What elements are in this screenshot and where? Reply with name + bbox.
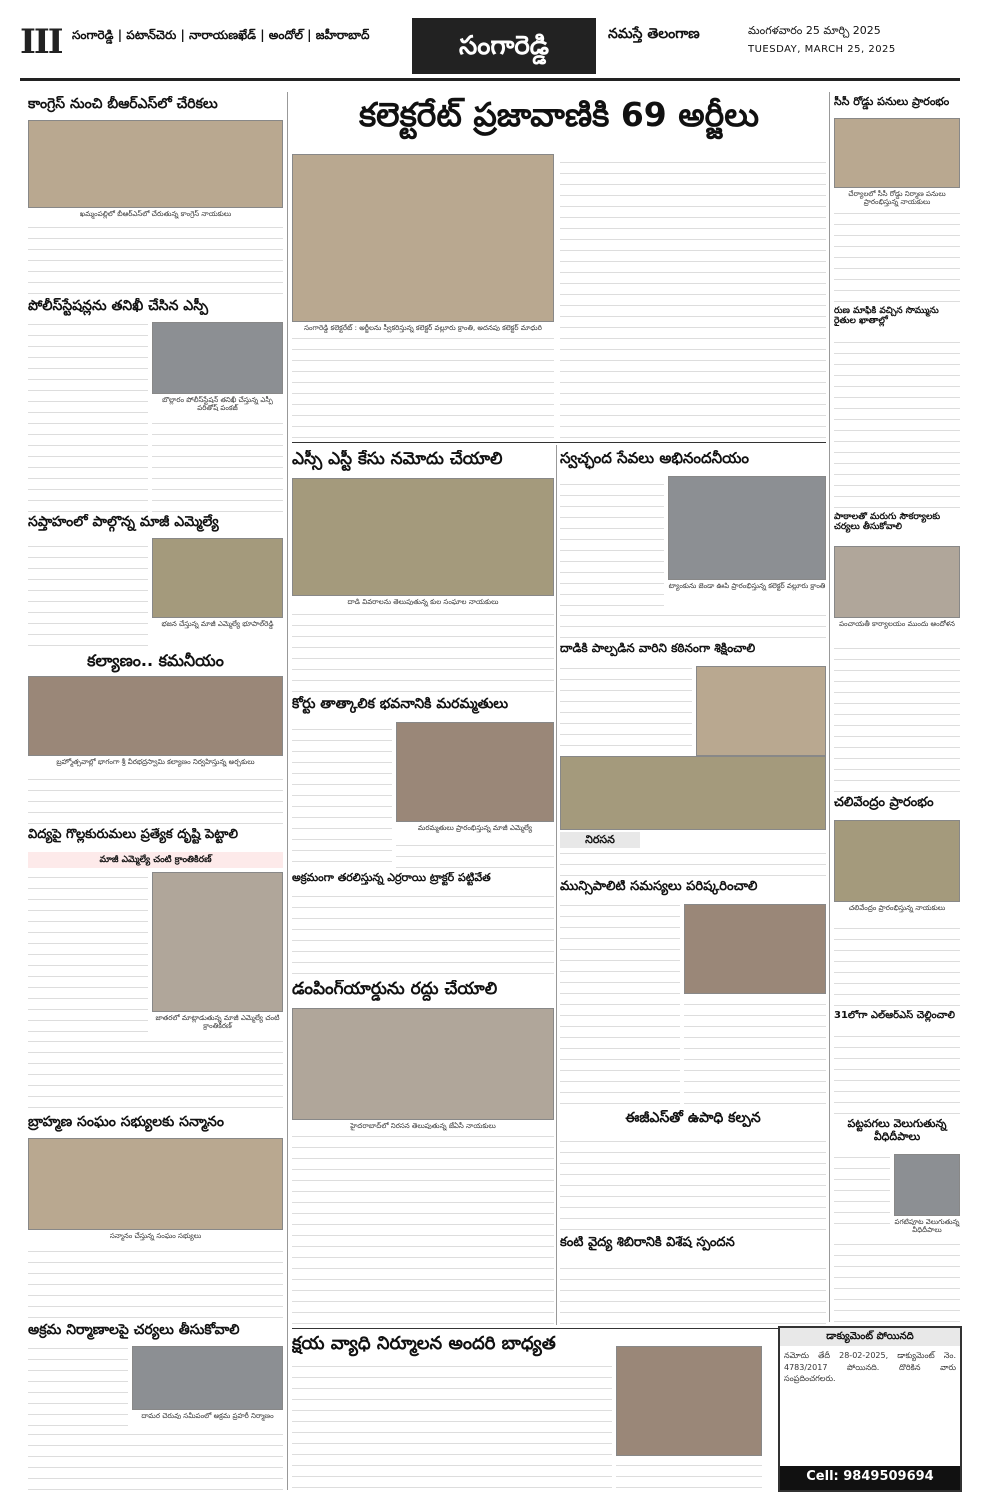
headline-tb: క్షయ వ్యాధి నిర్మూలన అందరి బాధ్యత — [292, 1334, 556, 1354]
column-divider — [556, 445, 557, 1325]
photo-bhajan — [152, 538, 283, 618]
headline-right-6: పట్టపగలు వెలుగుతున్న వీధిదీపాలు — [847, 1118, 947, 1143]
article-text — [560, 1260, 826, 1324]
headline-right-2: రుణ మాఫీకి వచ్చిన సొమ్మును రైతుల ఖాతాల్లో — [834, 306, 939, 327]
article-text — [834, 340, 960, 508]
headline-left-2: పోలీస్‌స్టేషన్లను తనిఖీ చేసిన ఎస్పీ — [28, 298, 209, 314]
ad-text: నమోదు తేదీ 28-02-2025, డాక్యుమెంట్ నెం. 4783/2017 పోయినది. దొరికిన వారు సంప్రదించగలరు. — [784, 1351, 956, 1384]
section-logo: సంగారెడ్డి — [412, 18, 596, 74]
headline-left-3: సప్తాహంలో పాల్గొన్న మాజీ ఎమ్మెల్యే — [28, 514, 219, 530]
caption-right-6: పగటిపూట వెలుగుతున్న వీధిదీపాలు — [894, 1218, 960, 1235]
photo-street-lights — [894, 1154, 960, 1216]
headline-right-1: సీసీ రోడ్డు పనులు ప్రారంభం — [834, 96, 950, 108]
article-text — [396, 838, 554, 868]
subhead-left-5: మాజీ ఎమ్మెల్యే చంటి క్రాంతికిరణ్ — [28, 852, 283, 868]
headline-left-4: కల్యాణం.. కమనీయం — [87, 652, 224, 670]
caption-sc-st: దాడి వివరాలను తెలుపుతున్న కుల సంఘాల నాయకులు — [347, 598, 499, 606]
headline-left-6: బ్రాహ్మణ సంఘం సభ్యులకు సన్మానం — [28, 1114, 224, 1130]
headline-egs: ఈజీఎస్‌తో ఉపాధి కల్పన — [625, 1110, 761, 1126]
section-rule — [292, 442, 826, 443]
caption-left-5: జాతరలో మాట్లాడుతున్న మాజీ ఎమ్మెల్యే చంటి క్రాంతికిరణ్ — [155, 1014, 280, 1031]
headline-voluntary: స్వచ్ఛంద సేవలు అభినందనీయం — [560, 450, 750, 467]
caption-court: మరమ్మతులు ప్రారంభిస్తున్న మాజీ ఎమ్మెల్యే — [417, 824, 533, 832]
headline-right-4: చలివేంద్రం ప్రారంభం — [834, 796, 934, 810]
article-text — [292, 1364, 612, 1488]
photo-lawyers — [696, 666, 826, 756]
article-text — [28, 1246, 283, 1318]
photo-illegal-wall — [132, 1346, 283, 1410]
article-text — [834, 1154, 890, 1224]
article-text — [560, 666, 692, 746]
date-telugu: మంగళవారం 25 మార్చి 2025 — [748, 24, 881, 37]
article-text — [834, 1032, 960, 1114]
caption-left-2: బొల్లారం పోలీస్‌స్టేషన్ తనిఖీ చేస్తున్న ఎస్పీ పరితోష్ పంకజ్ — [162, 396, 273, 413]
article-text — [834, 918, 960, 1006]
caption-right-1: చేర్యాలలో సీసీ రోడ్డు నిర్మాణ పనులు ప్రారంభిస్తున్న నాయకులు — [848, 190, 946, 207]
caption-right-4: చలివేంద్రం ప్రారంభిస్తున్న నాయకులు — [848, 904, 946, 912]
headline-municipality: మున్సిపాలిటీ సమస్యలు పరిష్కరించాలి — [560, 880, 758, 894]
headline-eye-camp: కంటి వైద్య శిబిరానికి విశేష స్పందన — [560, 1236, 735, 1250]
headline-left-5: విద్యపై గొల్లకురుమలు ప్రత్యేక దృష్టి పెట్టాలి — [28, 828, 239, 842]
headline-dumping: డంపింగ్‌యార్డును రద్దు చేయాలి — [292, 980, 498, 999]
article-text — [292, 612, 554, 692]
photo-dumping-protest — [292, 1008, 554, 1120]
caption-dumping: హైదరాబాద్‌లో నిరసన తెలుపుతున్న జేఏసీ నాయకులు — [350, 1122, 496, 1130]
caption-nirasana: నిరసన — [560, 832, 640, 848]
caption-left-6: సన్మానం చేస్తున్న సంఘం సభ్యులు — [109, 1232, 202, 1240]
headline-left-7: అక్రమ నిర్మాణాలపై చర్యలు తీసుకోవాలి — [28, 1322, 240, 1338]
photo-sc-st — [292, 478, 554, 596]
article-text — [560, 476, 664, 606]
caption-left-7: దామర చెరువు సమీపంలో అక్రమ ప్రహరీ నిర్మాణం — [141, 1412, 274, 1420]
ad-title: డాక్యుమెంట్ పోయినది — [780, 1328, 960, 1346]
headline-right-3: పాఠాలతో మరుగు సౌకర్యాలకు చర్యలు తీసుకోవాలి — [834, 512, 941, 533]
photo-tb-awareness — [616, 1346, 762, 1456]
photo-municipality — [684, 904, 826, 994]
ad-phone: Cell: 9849509694 — [780, 1466, 960, 1490]
photo-kalyanam — [28, 676, 283, 756]
article-text — [28, 1036, 283, 1108]
article-text — [560, 608, 826, 638]
article-text — [28, 322, 148, 512]
photo-joining — [28, 120, 283, 208]
column-divider — [829, 92, 830, 1322]
article-text — [560, 904, 680, 1104]
photo-chalivendram — [834, 820, 960, 902]
article-text — [28, 872, 148, 1032]
photo-nirasana — [560, 756, 826, 830]
article-text — [834, 212, 960, 302]
article-text — [292, 896, 554, 974]
photo-tanker — [668, 476, 826, 580]
caption-lead: సంగారెడ్డి కలెక్టరేట్ : అర్జీలను స్వీకరిస్తున్న కలెక్టర్ వల్లూరు క్రాంతి, అదనపు కలెక్టర్ మాధురి — [304, 324, 542, 332]
article-text — [684, 998, 826, 1104]
masthead — [20, 18, 960, 90]
column-divider — [287, 92, 288, 1490]
photo-prajavani — [292, 154, 554, 322]
caption-tanker: ట్యాంకును జెండా ఊపి ప్రారంభిస్తున్న కలెక్టర్ వల్లూరు క్రాంతి — [668, 582, 826, 590]
article-text — [28, 538, 148, 646]
masthead-rule — [20, 78, 960, 81]
article-text — [292, 722, 392, 862]
article-text — [292, 338, 554, 438]
article-text — [616, 1460, 762, 1488]
photo-panchayat-protest — [834, 546, 960, 618]
headline-right-5: 31లోగా ఎల్‌ఆర్ఎస్ చెల్లించాలి — [834, 1010, 955, 1021]
photo-cc-road — [834, 118, 960, 188]
article-text — [152, 418, 283, 512]
lead-headline: కలెక్టరేట్ ప్రజావాణికి 69 అర్జీలు — [358, 96, 760, 134]
article-text — [560, 1134, 826, 1230]
caption-left-1: ఖమ్మంపల్లిలో బీఆర్ఎస్‌లో చేరుతున్న కాంగ్రెస్ నాయకులు — [79, 210, 232, 218]
caption-left-4: బ్రహ్మోత్సవాల్లో భాగంగా శ్రీ వీరభద్రస్వామి కల్యాణం నిర్వహిస్తున్న అర్చకులు — [56, 758, 255, 766]
section-rule — [292, 1328, 826, 1329]
edition-list: సంగారెడ్డి | పటాన్‌చెరు | నారాయణఖేడ్ | అందోల్ | జహీరాబాద్ — [72, 28, 370, 42]
headline-tractor: అక్రమంగా తరలిస్తున్న ఎర్రరాయి ట్రాక్టర్ పట్టివేత — [292, 872, 491, 884]
headline-court: కోర్టు తాత్కాలిక భవనానికి మరమ్మతులు — [292, 696, 509, 712]
article-text — [560, 850, 826, 876]
article-text — [28, 1428, 283, 1490]
article-text — [28, 772, 283, 824]
newspaper-name: నమస్తే తెలంగాణ — [608, 26, 700, 42]
photo-brahmin-felicitation — [28, 1138, 283, 1230]
article-text — [292, 1136, 554, 1324]
headline-sc-st: ఎస్సీ ఎస్టీ కేసు నమోదు చేయాలి — [292, 450, 503, 469]
article-text — [834, 642, 960, 792]
article-text — [28, 224, 283, 294]
article-text — [560, 154, 826, 438]
photo-court-repairs — [396, 722, 554, 822]
date-english: TUESDAY, MARCH 25, 2025 — [748, 44, 896, 55]
article-text — [28, 1346, 128, 1426]
photo-speech — [152, 872, 283, 1012]
headline-left-1: కాంగ్రెస్ నుంచి బీఆర్ఎస్‌లో చేరికలు — [28, 96, 218, 112]
page-number: III — [20, 22, 62, 62]
caption-right-3: పంచాయతీ కార్యాలయం ముందు ఆందోళన — [839, 620, 955, 628]
photo-police-station — [152, 322, 283, 394]
classified-ad — [778, 1326, 962, 1492]
headline-attack: దాడికి పాల్పడిన వారిని కఠినంగా శిక్షించాలి — [560, 642, 756, 655]
caption-left-3: భజన చేస్తున్న మాజీ ఎమ్మెల్యే భూపాల్‌రెడ్డి — [161, 620, 274, 628]
article-text — [834, 1238, 960, 1322]
